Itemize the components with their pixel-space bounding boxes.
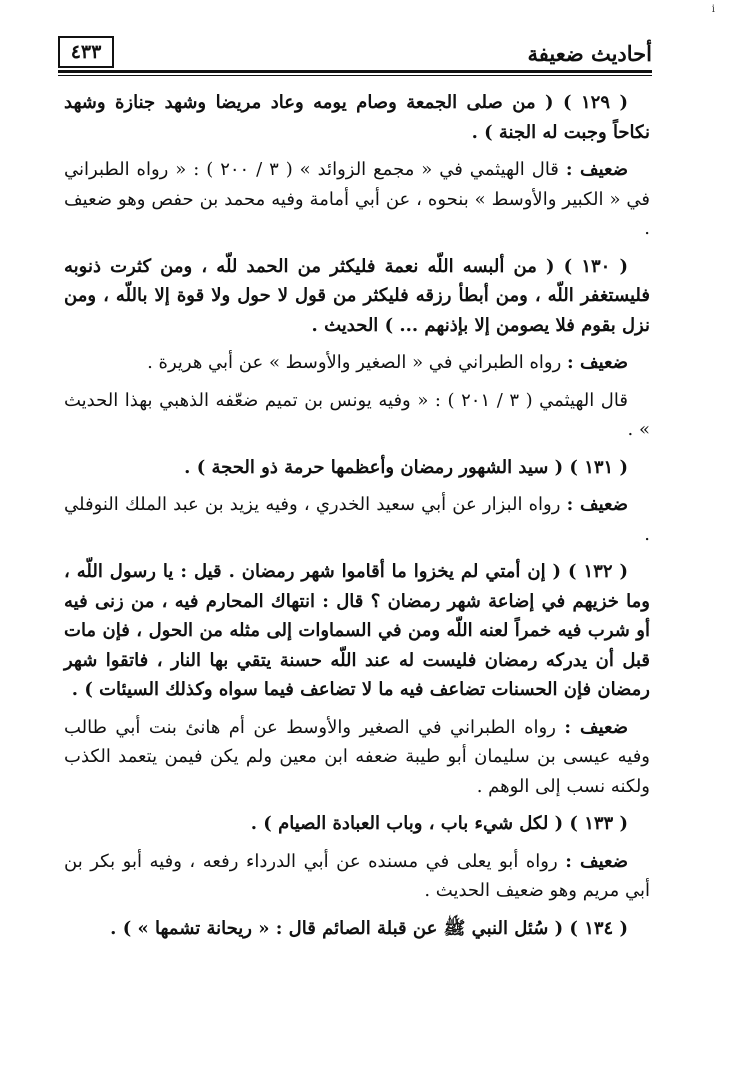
page-body xyxy=(64,88,650,951)
running-title: أحاديث ضعيفة xyxy=(527,41,652,66)
grade-text: رواه الطبراني في الصغير والأوسط عن أم هانئ بنت أبي طالب وفيه عيسى بن سليمان أبو طيبة ضعفه ابن معين ولم يكن فيمن يتعمد الكذب ولكنه نسب إلى الوهم . xyxy=(64,716,650,797)
grade-132 xyxy=(64,713,650,802)
grade-label: ضعيف : xyxy=(564,716,629,738)
grade-text: قال الهيثمي في « مجمع الزوائد » ( ٣ / ٢٠٠ ) : « رواه الطبراني في « الكبير والأوسط » بنحوه ، عن أبي أمامة وفيه محمد بن حفص وهو ضعيف . xyxy=(64,159,650,239)
note-130: قال الهيثمي ( ٣ / ٢٠١ ) : « وفيه يونس بن تميم ضعّفه الذهبي بهذا الحديث » . xyxy=(64,389,650,440)
hadith-130: ( ١٣٠ ) ( من ألبسه اللّه نعمة فليكثر من الحمد للّه ، ومن كثرت ذنوبه فليستغفر اللّه ، ومن أبطأ رزقه فليكثر من قول لا حول ولا قوة إلا باللّه ، ومن نزل بقوم فلا يصومن إلا بإذنهم ... ) الحديث . xyxy=(64,255,650,336)
grade-129 xyxy=(64,155,650,244)
corner-mark: i xyxy=(711,4,715,15)
grade-label: ضعيف : xyxy=(565,159,628,180)
hadith-133: ( ١٣٣ ) ( لكل شيء باب ، وباب العبادة الصيام ) . xyxy=(250,813,628,834)
page-header xyxy=(58,34,652,74)
grade-label: ضعيف : xyxy=(565,850,628,872)
grade-text: رواه أبو يعلى في مسنده عن أبي الدرداء رفعه ، وفيه أبو بكر بن أبي مريم وهو ضعيف الحديث . xyxy=(64,850,650,901)
hadith-132: ( ١٣٢ ) ( إن أمتي لم يخزوا ما أقاموا شهر رمضان . قيل : يا رسول اللّه ، وما خزيهم في إضاعة شهر رمضان ؟ قال : انتهاك المحارم فيه ، من زنى فيه أو شرب فيه خمراً لعنه اللّه ومن في السماوات إلى مثله من الحول ، فإن مات قبل أن يدركه رمضان فليست له عند اللّه حسنة يتقي بها النار ، فاتقوا شهر رمضان فإن الحسنات تضاعف فيه ما لا تضاعف فيما سواه وكذلك السيئات ) . xyxy=(64,561,650,700)
hadith-134: ( ١٣٤ ) ( سُئل النبي ﷺ عن قبلة الصائم قال : « ريحانة تشمها » ) . xyxy=(110,917,628,939)
hadith-131: ( ١٣١ ) ( سيد الشهور رمضان وأعظمها حرمة ذو الحجة ) . xyxy=(184,456,628,478)
grade-133 xyxy=(64,847,650,906)
grade-label: ضعيف : xyxy=(567,352,628,373)
hadith-129: ( ١٢٩ ) ( من صلى الجمعة وصام يومه وعاد مريضا وشهد جنازة وشهد نكاحاً وجبت له الجنة ) . xyxy=(64,92,650,143)
header-rule-fine xyxy=(58,75,652,76)
grade-text: رواه الطبراني في « الصغير والأوسط » عن أبي هريرة . xyxy=(147,352,562,373)
grade-131 xyxy=(64,490,650,549)
grade-text: رواه البزار عن أبي سعيد الخدري ، وفيه يزيد بن عبد الملك النوفلي . xyxy=(64,494,650,545)
page-number: ٤٣٣ xyxy=(58,36,114,68)
grade-label: ضعيف : xyxy=(566,494,628,515)
header-rule xyxy=(58,70,652,73)
grade-130 xyxy=(64,348,650,378)
